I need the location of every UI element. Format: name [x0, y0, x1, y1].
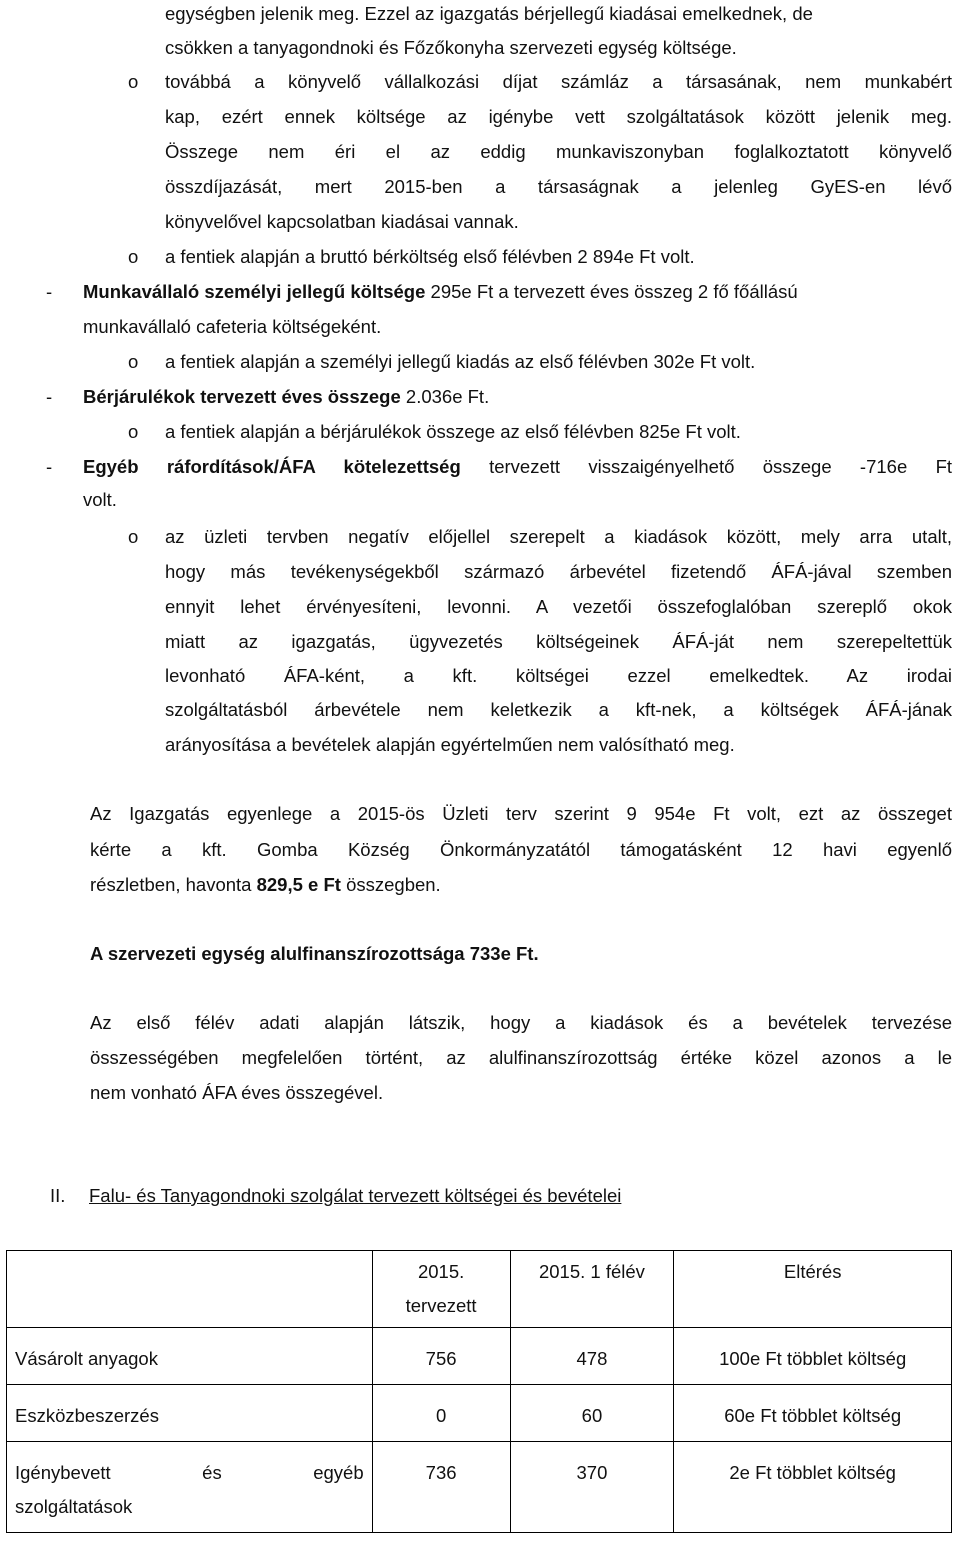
bullet-line: kap, ezért ennek költsége az igénybe vett szolgáltatások között jelenik meg.	[165, 106, 952, 127]
bullet-marker: o	[128, 71, 139, 92]
bullet-line: Összege nem éri el az eddig munkaviszonyban foglalkoztatott könyvelő	[165, 141, 952, 162]
dash-item-line: munkavállaló cafeteria költségeként.	[83, 316, 382, 337]
table-cell-label: Eszközbeszerzés	[7, 1385, 373, 1442]
label-line: szolgáltatások	[15, 1496, 133, 1517]
dash-item-line	[83, 385, 489, 409]
bullet-line: könyvelővel kapcsolatban kiadásai vannak.	[165, 211, 519, 232]
paragraph-line: Az első félév adati alapján látszik, hogy a kiadások és a bevételek tervezése	[90, 1012, 952, 1033]
bullet-line: miatt az igazgatás, ügyvezetés költségeinek ÁFÁ-ját nem szerepeltettük	[165, 631, 952, 652]
cost-table	[6, 1250, 952, 1533]
summary-line	[90, 942, 539, 966]
bold-text: Munkavállaló személyi jellegű költsége	[83, 281, 426, 302]
bold-text: Bérjárulékok tervezett éves összege	[83, 386, 401, 407]
table-cell: 478	[510, 1328, 674, 1385]
dash-marker: -	[46, 281, 53, 302]
table-header-cell	[7, 1251, 373, 1328]
table-cell: 60	[510, 1385, 674, 1442]
table-header-row	[7, 1251, 952, 1328]
bullet-line: továbbá a könyvelő vállalkozási díjat számláz a társasának, nem munkabért	[165, 71, 952, 92]
bold-text: 829,5 e Ft	[256, 874, 341, 895]
bullet-marker: o	[128, 246, 139, 267]
dash-marker: -	[46, 386, 53, 407]
label-line	[15, 1456, 364, 1490]
table-row	[7, 1328, 952, 1385]
dash-marker: -	[46, 456, 53, 477]
table-cell: 370	[510, 1442, 674, 1533]
table-cell-label: Vásárolt anyagok	[7, 1328, 373, 1385]
bullet-line: ennyit lehet érvényesíteni, levonni. A vezetői összefoglalóban szereplő okok	[165, 596, 952, 617]
bullet-line: a fentiek alapján a személyi jellegű kiadás az első félévben 302e Ft volt.	[165, 351, 756, 372]
bold-text: A szervezeti egység alulfinanszírozottsága 733e Ft.	[90, 943, 539, 964]
table-cell: 756	[372, 1328, 510, 1385]
text: tervezett visszaigényelhető összege -716e Ft	[460, 456, 952, 477]
paragraph-line: kérte a kft. Gomba Község Önkormányzatától támogatásként 12 havi egyenlő	[90, 839, 952, 860]
label-word: és	[202, 1462, 222, 1483]
table-cell: 60e Ft többlet költség	[674, 1385, 952, 1442]
text: 2.036e Ft.	[400, 386, 490, 407]
bullet-marker: o	[128, 421, 139, 442]
table-cell: 736	[372, 1442, 510, 1533]
table-cell-label	[7, 1442, 373, 1533]
paragraph-line: Az Igazgatás egyenlege a 2015-ös Üzleti terv szerint 9 954e Ft volt, ezt az összeget	[90, 803, 952, 824]
table-cell: 2e Ft többlet költség	[674, 1442, 952, 1533]
section-title: Falu- és Tanyagondnoki szolgálat tervezett költségei és bevételei	[89, 1185, 622, 1206]
bullet-line: levonható ÁFA-ként, a kft. költségei ezzel emelkedtek. Az irodai	[165, 665, 952, 686]
dash-item-line	[83, 280, 798, 304]
table-header-cell: Eltérés	[674, 1251, 952, 1328]
text: 295e Ft a tervezett éves összeg 2 fő főállású	[425, 281, 798, 302]
bullet-marker: o	[128, 351, 139, 372]
dash-item-line: volt.	[83, 489, 117, 510]
bullet-line: a fentiek alapján a bérjárulékok összege az első félévben 825e Ft volt.	[165, 421, 741, 442]
bullet-line: az üzleti tervben negatív előjellel szerepelt a kiadások között, mely arra utalt,	[165, 526, 952, 547]
table-row	[7, 1385, 952, 1442]
bold-text: Egyéb ráfordítások/ÁFA kötelezettség	[83, 456, 461, 477]
bullet-line: hogy más tevékenységekből származó árbevétel fizetendő ÁFÁ-jával szemben	[165, 561, 952, 582]
text: részletben, havonta	[90, 874, 257, 895]
bullet-marker: o	[128, 526, 139, 547]
bullet-line: szolgáltatásból árbevétele nem keletkezik a kft-nek, a költségek ÁFÁ-jának	[165, 699, 952, 720]
table-cell: 0	[372, 1385, 510, 1442]
bullet-line: a fentiek alapján a bruttó bérköltség első félévben 2 894e Ft volt.	[165, 246, 695, 267]
paragraph-line	[90, 873, 441, 897]
table-header-cell	[372, 1251, 510, 1328]
label-word: Igénybevett	[15, 1462, 111, 1483]
paragraph-line: nem vonható ÁFA éves összegével.	[90, 1082, 384, 1103]
paragraph-line: csökken a tanyagondnoki és Főzőkonyha szervezeti egység költsége.	[165, 37, 737, 58]
table-header-cell: 2015. 1 félév	[510, 1251, 674, 1328]
paragraph-line: összességében megfelelően történt, az alulfinanszírozottság értéke közel azonos a le	[90, 1047, 952, 1068]
text: összegben.	[340, 874, 441, 895]
header-text: 2015.	[417, 1261, 465, 1282]
paragraph-line: egységben jelenik meg. Ezzel az igazgatás bérjellegű kiadásai emelkednek, de	[165, 3, 813, 24]
dash-item-line	[83, 455, 952, 479]
bullet-line: összdíjazását, mert 2015-ben a társaságnak a jelenleg GyES-en lévő	[165, 176, 952, 197]
bullet-line: arányosítása a bevételek alapján egyértelműen nem valósítható meg.	[165, 734, 735, 755]
table-row	[7, 1442, 952, 1533]
header-text: tervezett	[405, 1295, 477, 1316]
label-word: egyéb	[313, 1462, 364, 1483]
section-number: II.	[50, 1185, 66, 1206]
table-cell: 100e Ft többlet költség	[674, 1328, 952, 1385]
